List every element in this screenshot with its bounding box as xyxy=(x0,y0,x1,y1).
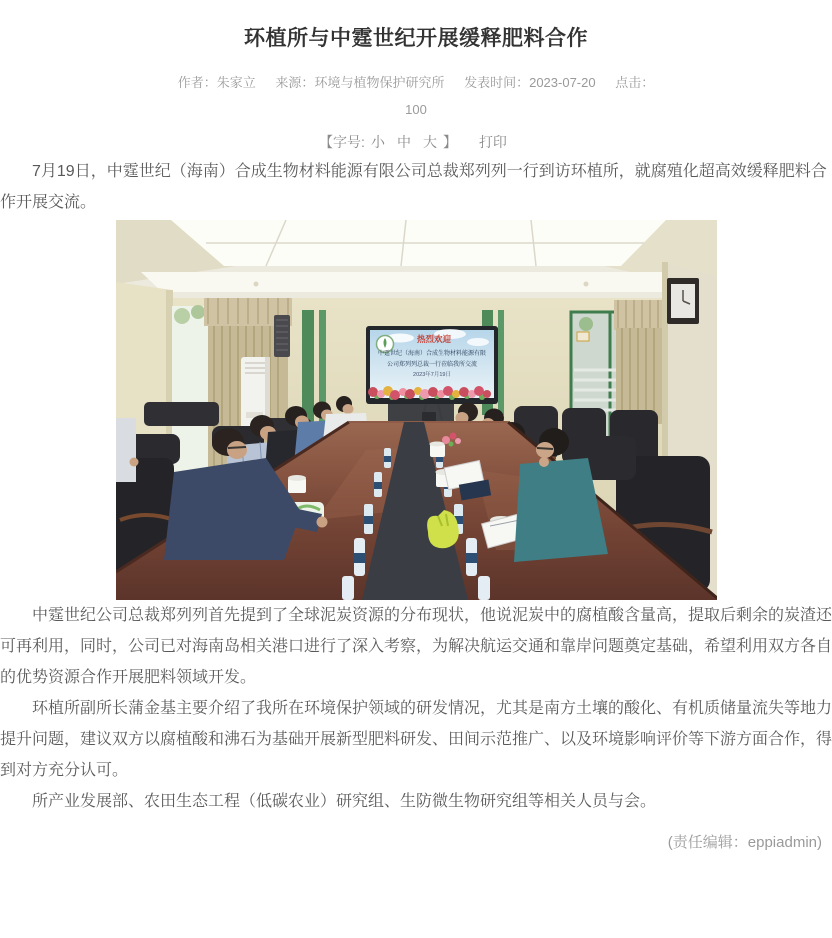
meta-source-label: 来源： xyxy=(275,75,315,90)
fontsize-suffix: 】 xyxy=(442,134,457,150)
meta-author xyxy=(178,75,256,90)
fontsize-large-link[interactable]: 大 xyxy=(422,134,437,150)
paragraph-3: 环植所副所长蒲金基主要介绍了我所在环境保护领域的研发情况，尤其是南方土壤的酸化、有机质储量流失等地力提升问题，建议双方以腐植酸和沸石为基础开展新型肥料研发、田间示范推广、以及环境影响评价等下游方面合作，得到对方充分认可。 xyxy=(0,700,832,779)
tv-slide-visit-line: 公司郑列列总裁一行莅临我所交流 xyxy=(386,362,477,368)
paragraph-4: 所产业发展部、农田生态工程（低碳农业）研究组、生防微生物研究组等相关人员与会。 xyxy=(32,793,657,810)
meta-time-label: 发表时间： xyxy=(464,75,530,90)
article-page xyxy=(0,24,832,855)
page-title: 环植所与中霆世纪开展缓释肥料合作 xyxy=(244,27,588,50)
fontsize-prefix: 【字号: xyxy=(319,134,365,150)
paragraph-1: 7月19日，中霆世纪（海南）合成生物材料能源有限公司总裁郑列列一行到访环植所，就腐殖化超高效缓释肥料合作开展交流。 xyxy=(0,163,827,211)
meta-publish-time xyxy=(464,75,596,90)
meta-hits-value: 100 xyxy=(405,102,427,117)
article-photo xyxy=(116,220,717,600)
font-size-toolbar xyxy=(0,129,832,156)
tv-slide-date: 2023年7月19日 xyxy=(412,372,451,378)
ceiling xyxy=(116,220,717,298)
fontsize-medium-link[interactable]: 中 xyxy=(396,134,411,150)
tv-slide-company-line: 中霆世纪（海南）合成生物材料能源有限 xyxy=(377,351,486,357)
meeting-room-photo xyxy=(116,220,717,600)
paragraph-2: 中霆世纪公司总裁郑列列首先提到了全球泥炭资源的分布现状，他说泥炭中的腐植酸含量高，提取后剩余的炭渣还可再利用，同时，公司已对海南岛相关港口进行了深入考察，为解决航运交通和靠岸问题奠定基础，希望利用双方各自的优势资源合作开展肥料领域开发。 xyxy=(0,607,832,686)
meta-source xyxy=(275,75,444,90)
meta-time-value: 2023-07-20 xyxy=(529,75,596,90)
editor-note: (责任编辑：eppiadmin) xyxy=(667,834,822,851)
wall-speaker xyxy=(274,315,290,357)
print-link[interactable]: 打印 xyxy=(478,134,507,150)
meta-author-value: 朱家立 xyxy=(216,75,256,90)
article-meta xyxy=(0,69,832,96)
meta-hits-label: 点击： xyxy=(615,75,655,90)
meta-source-value: 环境与植物保护研究所 xyxy=(314,75,445,90)
fontsize-small-link[interactable]: 小 xyxy=(370,134,385,150)
meta-author-label: 作者： xyxy=(177,75,217,90)
wall-clock xyxy=(667,278,699,324)
article-body xyxy=(0,156,832,817)
microphone xyxy=(422,412,436,421)
tv-slide-welcome: 热烈欢迎 xyxy=(416,334,451,344)
right-curtain xyxy=(614,300,666,424)
